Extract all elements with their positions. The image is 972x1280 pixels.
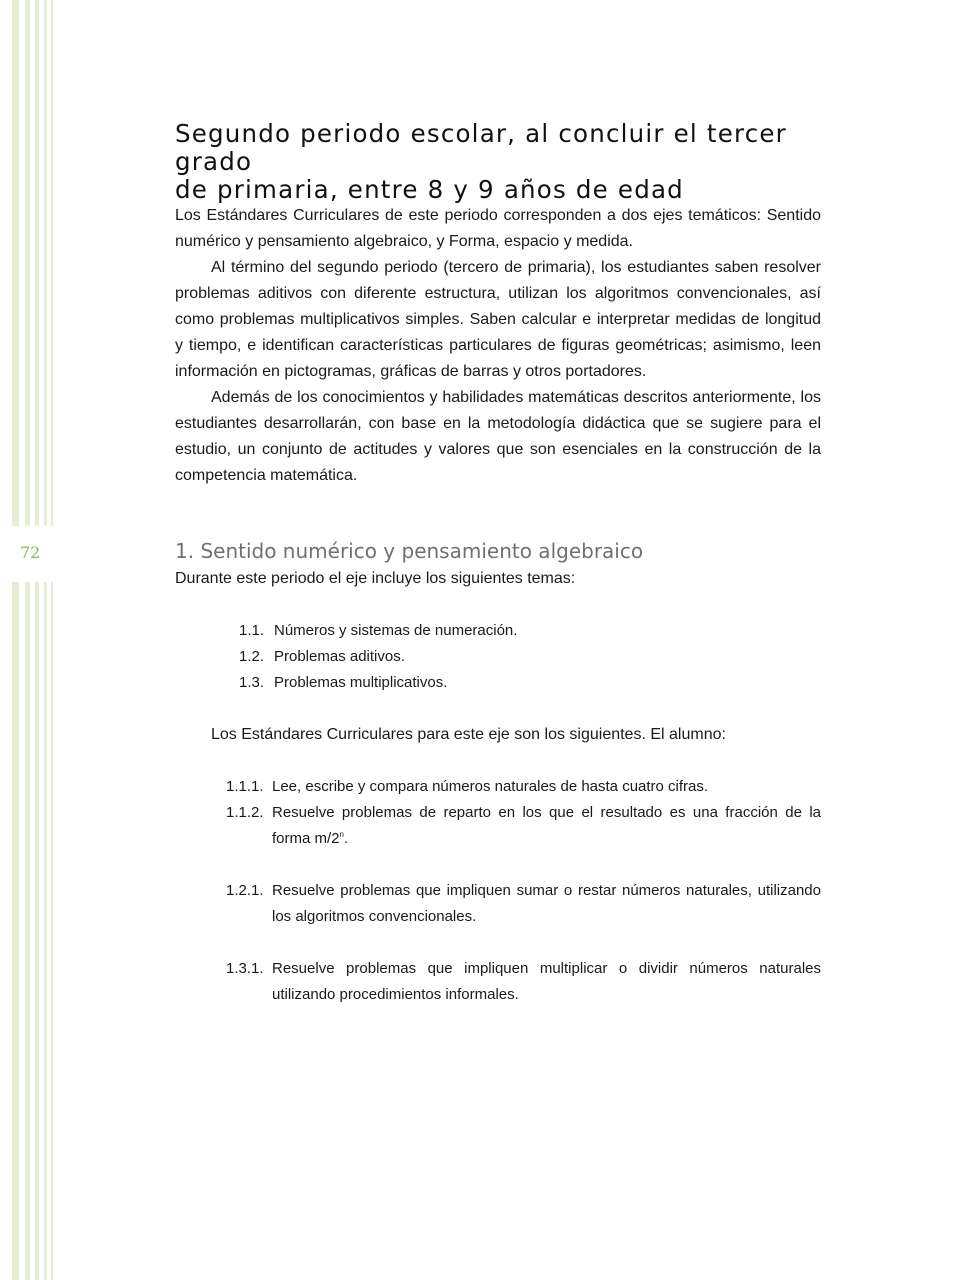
margin-stripe <box>25 0 30 1280</box>
intro-paragraph: Los Estándares Curriculares de este periodo corresponden a dos ejes temáticos: Sentido numérico y pensamiento algebraico, y Forma, espacio y medida. <box>175 207 821 250</box>
standard-text-main: Resuelve problemas de reparto en los que el resultado es una fracción de la forma m/2 <box>272 804 821 847</box>
standard-item <box>226 800 821 852</box>
topic-item <box>239 670 799 696</box>
standard-item <box>226 878 821 930</box>
superscript-exponent: n <box>339 830 344 839</box>
topic-list <box>239 618 799 696</box>
topic-item <box>239 618 799 644</box>
standard-text: Lee, escribe y compara números naturales de hasta cuatro cifras. <box>272 778 709 795</box>
section-intro: Durante este periodo el eje incluye los siguientes temas: <box>175 570 576 587</box>
intro-paragraph: Además de los conocimientos y habilidades matemáticas descritos anteriormente, los estudiantes desarrollarán, con base en la metodología didáctica que se sugiere para el estudio, un conjunto de actitudes y valores que son esenciales en la construcción de la competencia matemática. <box>175 389 821 484</box>
page-title-line-2: de primaria, entre 8 y 9 años de edad <box>175 175 684 204</box>
standard-number: 1.3.1. <box>226 960 264 977</box>
standard-text: Resuelve problemas que impliquen multiplicar o dividir números naturales utilizando procedimientos informales. <box>272 960 821 1003</box>
topic-number: 1.3. <box>239 674 265 691</box>
topic-number: 1.1. <box>239 622 265 639</box>
topic-item <box>239 644 799 670</box>
standard-number: 1.2.1. <box>226 882 264 899</box>
section-heading: 1. Sentido numérico y pensamiento algebraico <box>175 539 644 563</box>
standard-item <box>226 774 821 800</box>
page-title-line-1: Segundo periodo escolar, al concluir el tercer grado <box>175 119 787 176</box>
decorative-margin-stripes <box>0 0 60 1280</box>
standard-text: Resuelve problemas que impliquen sumar o restar números naturales, utilizando los algoritmos convencionales. <box>272 882 821 925</box>
standard-text <box>272 800 821 852</box>
topic-text: Problemas multiplicativos. <box>274 674 448 691</box>
standard-number: 1.1.2. <box>226 804 264 821</box>
page-number: 72 <box>20 543 41 562</box>
topic-number: 1.2. <box>239 648 265 665</box>
intro-text <box>175 203 821 489</box>
margin-stripe <box>12 0 19 1280</box>
margin-stripe <box>44 0 47 1280</box>
standard-item <box>226 956 821 1008</box>
margin-stripe <box>51 0 53 1280</box>
intro-paragraph: Al término del segundo periodo (tercero de primaria), los estudiantes saben resolver problemas aditivos con diferente estructura, utilizan los algoritmos convencionales, así como problemas multiplicativos simples. Saben calcular e interpretar medidas de longitud y tiempo, e identifican características particulares de figuras geométricas; asimismo, leen información en pictogramas, gráficas de barras y otros portadores. <box>175 259 821 380</box>
margin-stripe <box>35 0 39 1280</box>
topic-text: Problemas aditivos. <box>274 648 405 665</box>
standards-intro: Los Estándares Curriculares para este eje son los siguientes. El alumno: <box>211 726 726 743</box>
topic-text: Números y sistemas de numeración. <box>274 622 518 639</box>
standard-number: 1.1.1. <box>226 778 264 795</box>
page-title <box>175 120 835 204</box>
standard-text-end: . <box>343 830 349 847</box>
